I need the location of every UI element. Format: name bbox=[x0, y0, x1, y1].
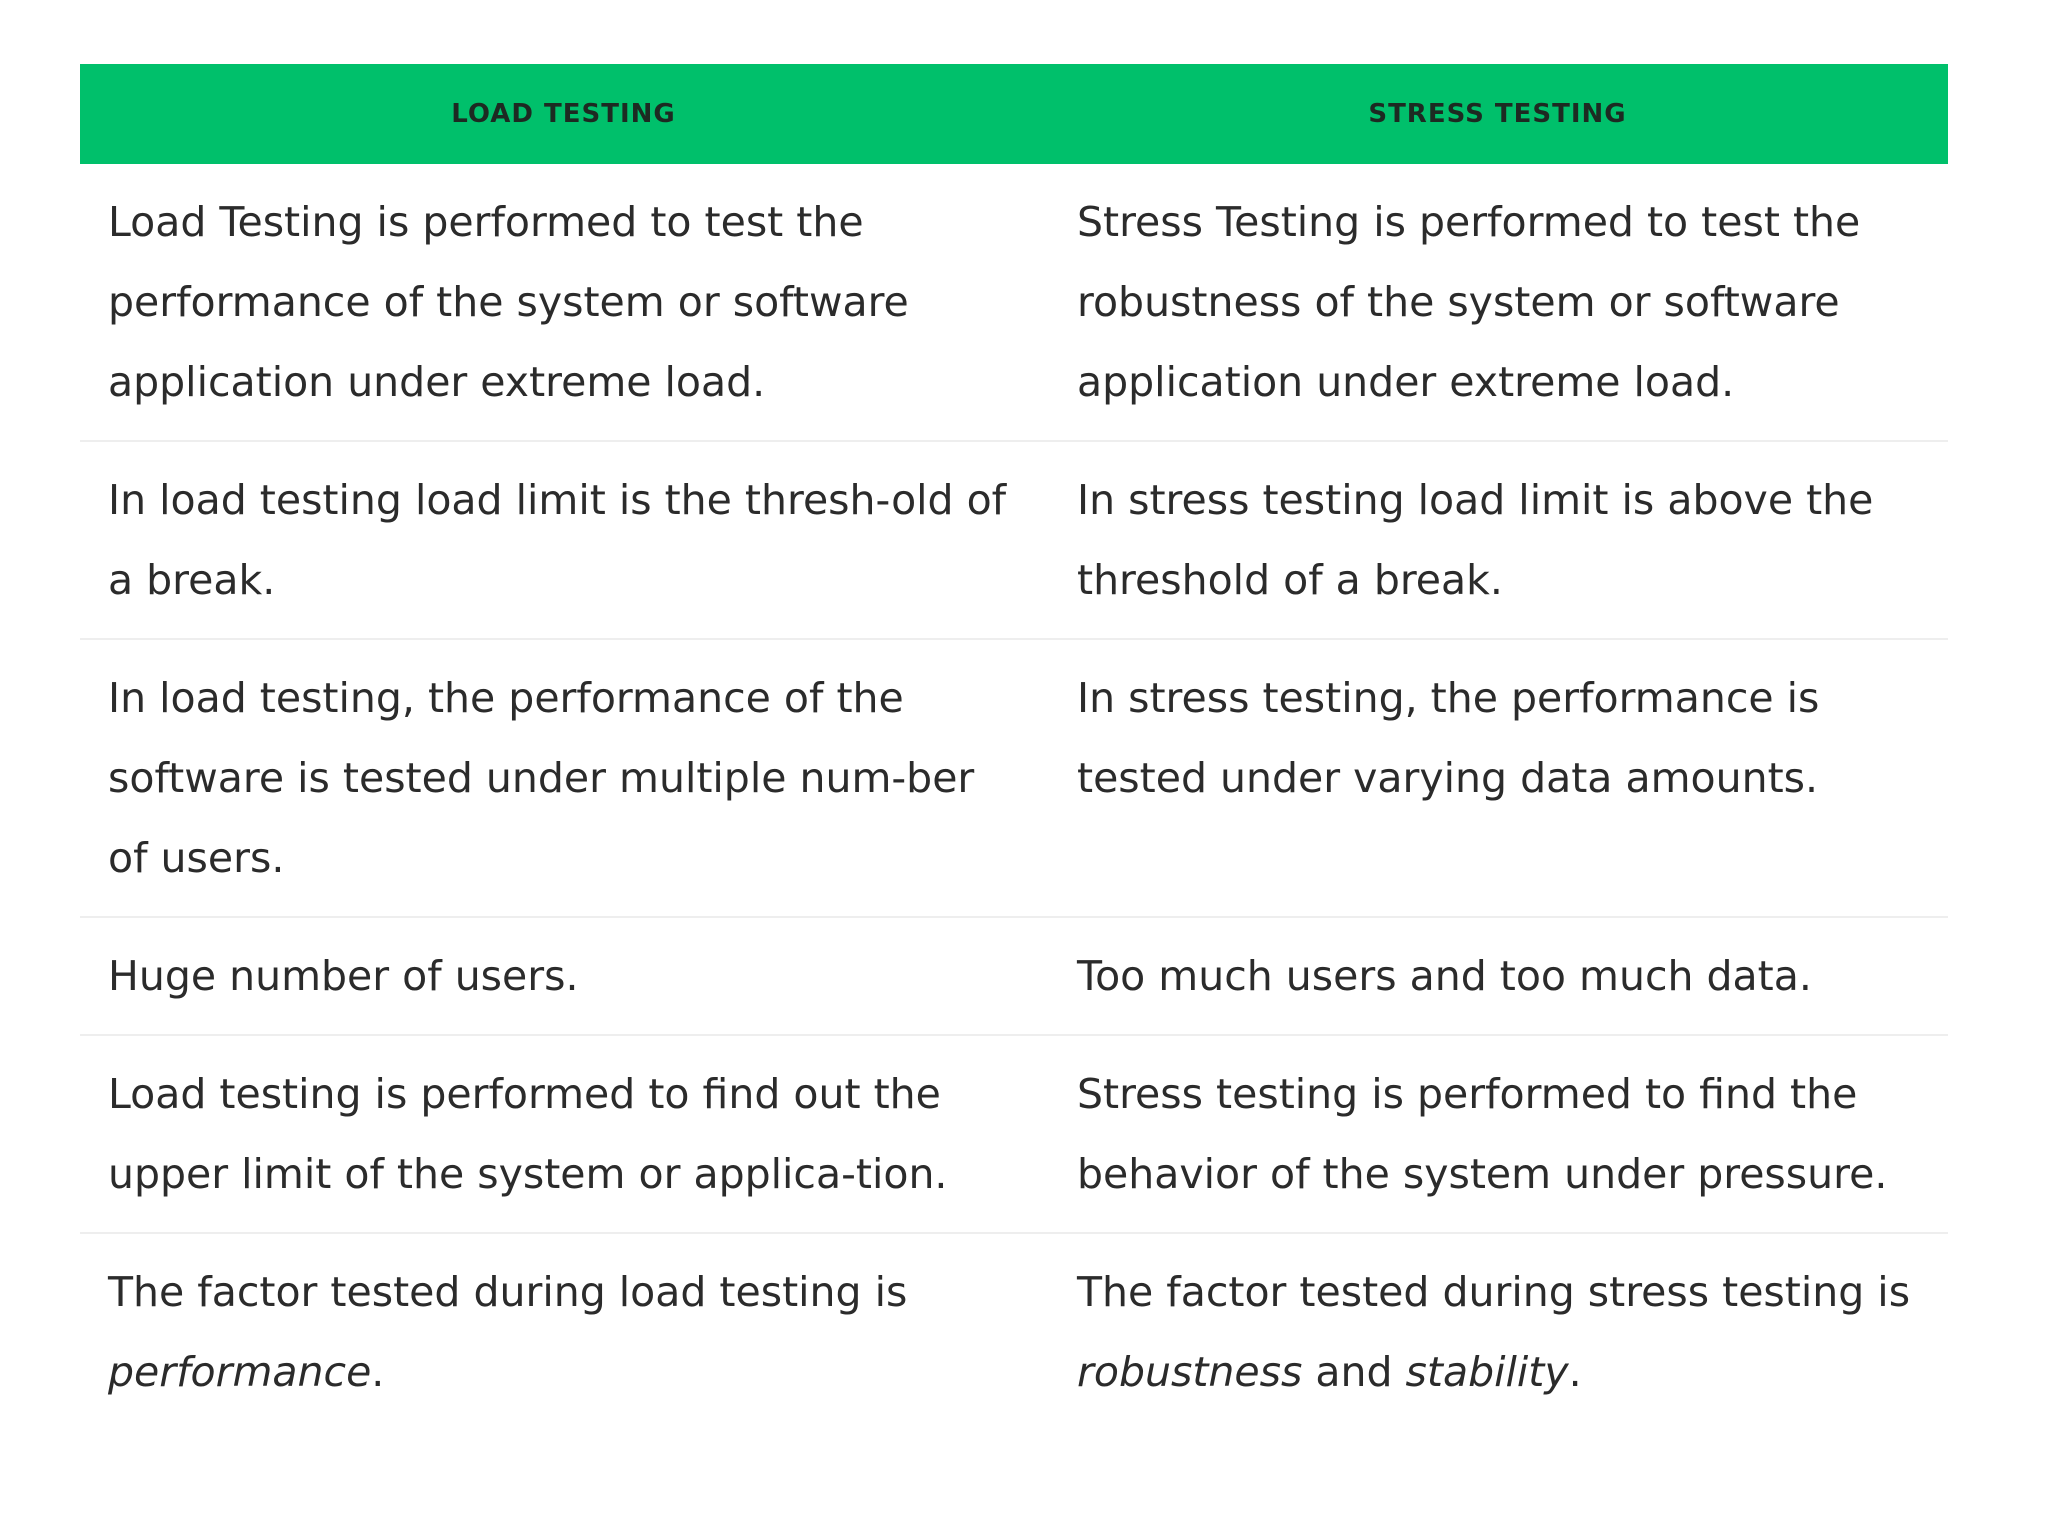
emphasis-text: stability bbox=[1405, 1348, 1569, 1396]
stress-testing-cell bbox=[1047, 639, 1948, 917]
stress-testing-cell bbox=[1047, 441, 1948, 639]
header-row bbox=[80, 64, 1948, 164]
table-row bbox=[80, 1035, 1948, 1233]
load-testing-cell bbox=[80, 441, 1047, 639]
text-segment: In stress testing, the performance is tested under varying data amounts. bbox=[1077, 674, 1820, 802]
text-segment: Load testing is performed to find out the upper limit of the system or applica-tion. bbox=[108, 1070, 948, 1198]
text-segment: In load testing load limit is the thresh-old of a break. bbox=[108, 476, 1007, 604]
table-row bbox=[80, 917, 1948, 1035]
text-segment: and bbox=[1302, 1348, 1406, 1396]
table-header bbox=[80, 64, 1948, 164]
text-segment: In load testing, the performance of the software is tested under multiple num-ber of users. bbox=[108, 674, 975, 882]
load-testing-cell bbox=[80, 639, 1047, 917]
text-segment: . bbox=[371, 1348, 385, 1396]
cell-text bbox=[1077, 952, 1812, 1000]
emphasis-text: performance bbox=[108, 1348, 372, 1396]
cell-text bbox=[108, 674, 974, 882]
emphasis-text: robustness bbox=[1077, 1348, 1303, 1396]
load-testing-cell bbox=[80, 1035, 1047, 1233]
header-load-testing: LOAD TESTING bbox=[451, 99, 676, 129]
stress-testing-cell bbox=[1047, 917, 1948, 1035]
cell-text bbox=[1077, 674, 1819, 802]
cell-text bbox=[108, 198, 909, 406]
load-testing-cell bbox=[80, 1233, 1047, 1430]
text-segment: . bbox=[1568, 1348, 1582, 1396]
cell-text bbox=[1077, 198, 1860, 406]
table-row bbox=[80, 164, 1948, 441]
header-stress-testing: STRESS TESTING bbox=[1368, 99, 1627, 129]
load-testing-cell bbox=[80, 917, 1047, 1035]
cell-text bbox=[1077, 1268, 1910, 1396]
cell-text bbox=[108, 476, 1006, 604]
text-segment: Huge number of users. bbox=[108, 952, 579, 1000]
cell-text bbox=[1077, 1070, 1887, 1198]
cell-text bbox=[108, 952, 579, 1000]
table-row bbox=[80, 441, 1948, 639]
table-row bbox=[80, 639, 1948, 917]
comparison-table-container bbox=[80, 64, 1948, 1430]
comparison-table bbox=[80, 64, 1948, 1430]
cell-text bbox=[1077, 476, 1873, 604]
stress-testing-cell bbox=[1047, 164, 1948, 441]
table-body bbox=[80, 164, 1948, 1430]
text-segment: The factor tested during stress testing is bbox=[1077, 1268, 1911, 1316]
text-segment: Stress testing is performed to find the behavior of the system under pressure. bbox=[1077, 1070, 1888, 1198]
stress-testing-cell bbox=[1047, 1233, 1948, 1430]
text-segment: Too much users and too much data. bbox=[1077, 952, 1812, 1000]
text-segment: Load Testing is performed to test the performance of the system or software application under extreme load. bbox=[108, 198, 909, 406]
table-row bbox=[80, 1233, 1948, 1430]
text-segment: In stress testing load limit is above the threshold of a break. bbox=[1077, 476, 1874, 604]
text-segment: The factor tested during load testing is bbox=[108, 1268, 908, 1316]
cell-text bbox=[108, 1268, 907, 1396]
text-segment: Stress Testing is performed to test the robustness of the system or software application under extreme load. bbox=[1077, 198, 1861, 406]
load-testing-cell bbox=[80, 164, 1047, 441]
stress-testing-cell bbox=[1047, 1035, 1948, 1233]
cell-text bbox=[108, 1070, 947, 1198]
